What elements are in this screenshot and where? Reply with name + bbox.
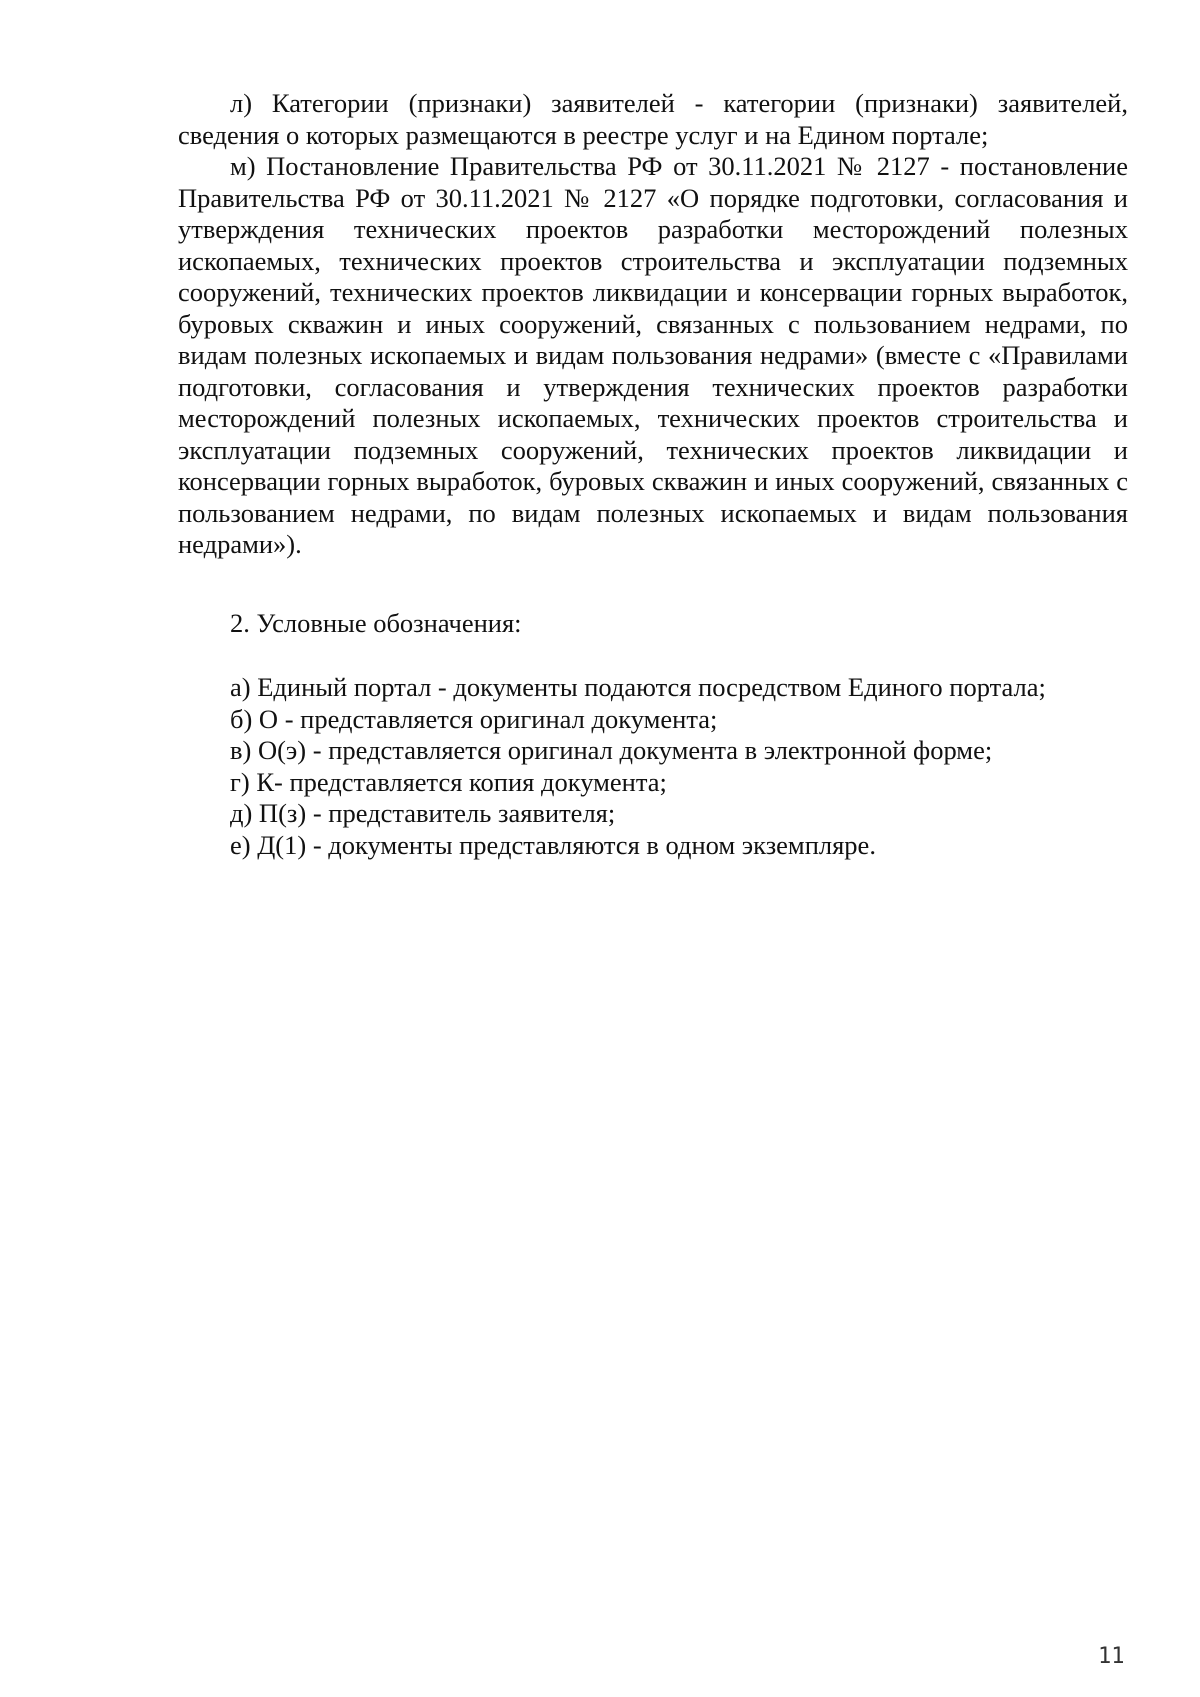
legend-list (178, 672, 1128, 861)
definition-paragraph-l: л) Категории (признаки) заявителей - категории (признаки) заявителей, сведения о которых размещаются в реестре услуг и на Едином портале; (178, 88, 1128, 150)
section-heading-block (178, 608, 1128, 640)
page-number: 11 (1098, 1644, 1125, 1669)
legend-item-b: б) О - представляется оригинал документа; (230, 703, 718, 734)
legend-item-g: г) К- представляется копия документа; (230, 766, 667, 797)
legend-item-d: д) П(з) - представитель заявителя; (230, 798, 616, 828)
legend-item-v: в) О(э) - представляется оригинал документа в электронной форме; (230, 735, 993, 765)
definitions-block (178, 88, 1128, 561)
legend-item-a: а) Единый портал - документы подаются посредством Единого портала; (230, 672, 1046, 702)
section-heading: 2. Условные обозначения: (230, 608, 522, 638)
definition-paragraph-m: м) Постановление Правительства РФ от 30.11.2021 № 2127 - постановление Правительства РФ от 30.11.2021 № 2127 «О порядке подготовки, согласования и утверждения технических проектов разработки месторождений полезных ископаемых, технических проектов строительства и эксплуатации подземных сооружений, технических проектов ликвидации и консервации горных выработок, буровых скважин и иных сооружений, связанных с пользованием недрами, по видам полезных ископаемых и видам пользования недрами» (вместе с «Правилами подготовки, согласования и утверждения технических проектов разработки месторождений полезных ископаемых, технических проектов строительства и эксплуатации подземных сооружений, технических проектов ликвидации и консервации горных выработок, буровых скважин и иных сооружений, связанных с пользованием недрами, по видам полезных ископаемых и видам пользования недрами»). (178, 151, 1128, 559)
legend-item-e: е) Д(1) - документы представляются в одном экземпляре. (230, 829, 876, 860)
